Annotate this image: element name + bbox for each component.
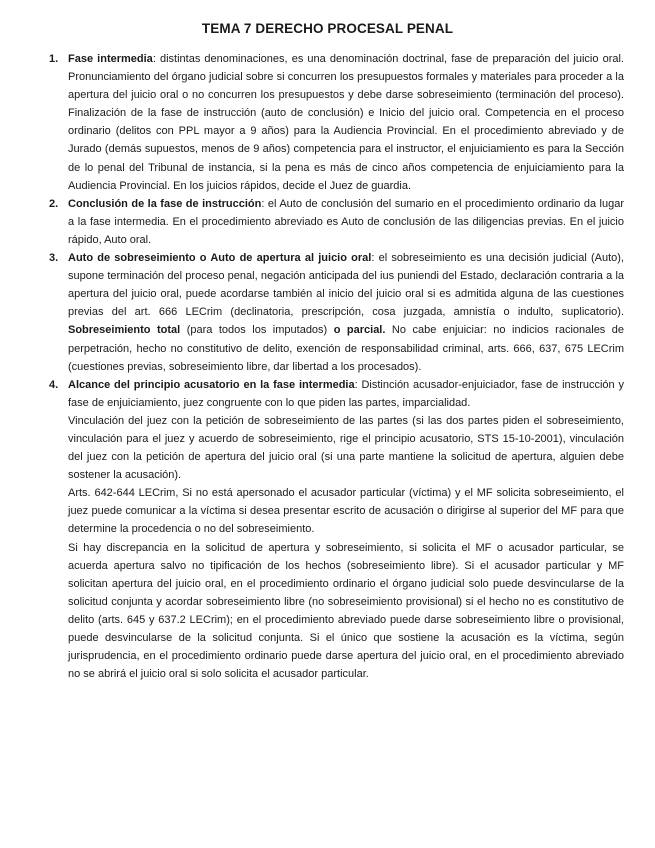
item-number: 2. bbox=[49, 197, 59, 210]
item-paragraph bbox=[68, 50, 624, 195]
item-paragraph bbox=[68, 195, 624, 249]
bold-text-run: Fase intermedia bbox=[68, 53, 153, 65]
item-number: 4. bbox=[49, 378, 59, 391]
item-paragraph bbox=[68, 539, 624, 684]
item-paragraph bbox=[68, 484, 624, 538]
text-run: (para todos los imputados) bbox=[180, 324, 334, 337]
item-paragraph bbox=[68, 412, 624, 484]
page-title: TEMA 7 DERECHO PROCESAL PENAL bbox=[201, 21, 454, 36]
item-number: 3. bbox=[49, 252, 59, 265]
bold-text-run: Sobreseimiento total bbox=[68, 324, 181, 337]
list-item bbox=[49, 249, 625, 376]
topic-list bbox=[49, 50, 625, 683]
list-item bbox=[49, 195, 624, 249]
text-run: No cabe enjuiciar: no indicios racionales de perpetración, hecho no constitutivo de delito, exención de responsabilidad criminal, arts. 666, 637, 675 LECrim (cuestiones previas, sobreseimiento libre, dar libertad a los procesados). bbox=[68, 324, 625, 373]
text-run: : el sobreseimiento es una decisión judicial (Auto), supone terminación del proceso penal, negación anticipada del ius puniendi del Estado, declaración contraria a la apertura del juicio oral, puede acordarse también al inicio del juicio oral si es admitida alguna de las cuestiones previas del art. 666 LECrim (declinatoria, prescripción, cosa juzgada, amnistía o indulto, suplicatorio). bbox=[68, 252, 624, 319]
text-run: Vinculación del juez con la petición de sobreseimiento de las partes (si las dos partes piden el sobreseimiento, vinculación para el juez y acuerdo de sobreseimiento, rige el principio acusatorio, STS 15-10-2001), vinculación del juez con la petición de apertura del juicio oral (si una parte mantiene la solicitud de apertura, alguien debe sostener la acusación). bbox=[68, 414, 624, 482]
item-number: 1. bbox=[49, 53, 59, 65]
text-run: : Distinción acusador-enjuiciador, fase de instrucción y fase de enjuiciamiento, juez congruente con lo que piden las partes, imparcialidad. bbox=[68, 378, 624, 409]
item-paragraph bbox=[68, 249, 624, 376]
bold-text-run: o parcial. bbox=[333, 324, 386, 337]
bold-text-run: Auto de sobreseimiento o Auto de apertura al juicio oral bbox=[68, 252, 372, 265]
text-run: : distintas denominaciones, es una denominación doctrinal, fase de preparación del juicio oral. Pronunciamiento del órgano judicial sobre si concurren los presupuestos formales y materiales para proceder a la apertura del juicio oral o no concurren los presupuestos y debe darse sobreseimiento (terminación del proceso). Finalización de la fase de instrucción (auto de conclusión) e Inicio del juicio oral. Competencia en el proceso ordinario (delitos con PPL mayor a 9 años) para la Audiencia Provincial. En el procedimiento abreviado y de Jurado (demás supuestos, menos de 9 años) competencia para el instructor, el enjuiciamiento es para la Sección de lo penal del Tribunal de instancia, si la pena es más de cinco años competencia de enjuiciamiento para la Audiencia Provincial. En los juicios rápidos, decide el Juez de guardia. bbox=[68, 53, 624, 192]
list-item bbox=[49, 50, 624, 195]
text-run: Arts. 642-644 LECrim, Si no está apersonado el acusador particular (víctima) y el MF solicita sobreseimiento, el juez puede comunicar a la víctima si desea presentar escrito de acusación o dirigirse al superior del MF para que determine la procedencia o no del sobreseimiento. bbox=[68, 487, 624, 536]
text-run: : el Auto de conclusión del sumario en el procedimiento ordinario da lugar a la fase intermedia. En el procedimiento abreviado es Auto de conclusión de las diligencias previas. En el juicio rápido, Auto oral. bbox=[68, 197, 624, 246]
bold-text-run: Alcance del principio acusatorio en la fase intermedia bbox=[68, 378, 355, 391]
list-item bbox=[49, 376, 624, 684]
item-paragraph bbox=[68, 376, 624, 412]
text-run: Si hay discrepancia en la solicitud de apertura y sobreseimiento, si solicita el MF o acusador particular, se acuerda apertura salvo no tipificación de los hechos (sobreseimiento libre). Si el acusador particular y MF solicitan apertura del juicio oral, en el procedimiento ordinario el órgano judicial solo puede desvincularse de la solicitud conjunta y acordar sobreseimiento libre (no sobreseimiento provisional) si el hecho no es constitutivo de delito (arts. 645 y 637.2 LECrim); en el procedimiento abreviado puede darse sobreseimiento libre o provisional, puede desvincularse de la solicitud conjunta. Si el único que sostiene la acusación es la víctima, según jurisprudencia, en el procedimiento ordinario puede darse apertura del juicio oral, en el procedimiento abreviado no se abrirá el juicio oral si solo solicita el acusador particular. bbox=[68, 541, 624, 681]
bold-text-run: Conclusión de la fase de instrucción bbox=[68, 197, 262, 210]
